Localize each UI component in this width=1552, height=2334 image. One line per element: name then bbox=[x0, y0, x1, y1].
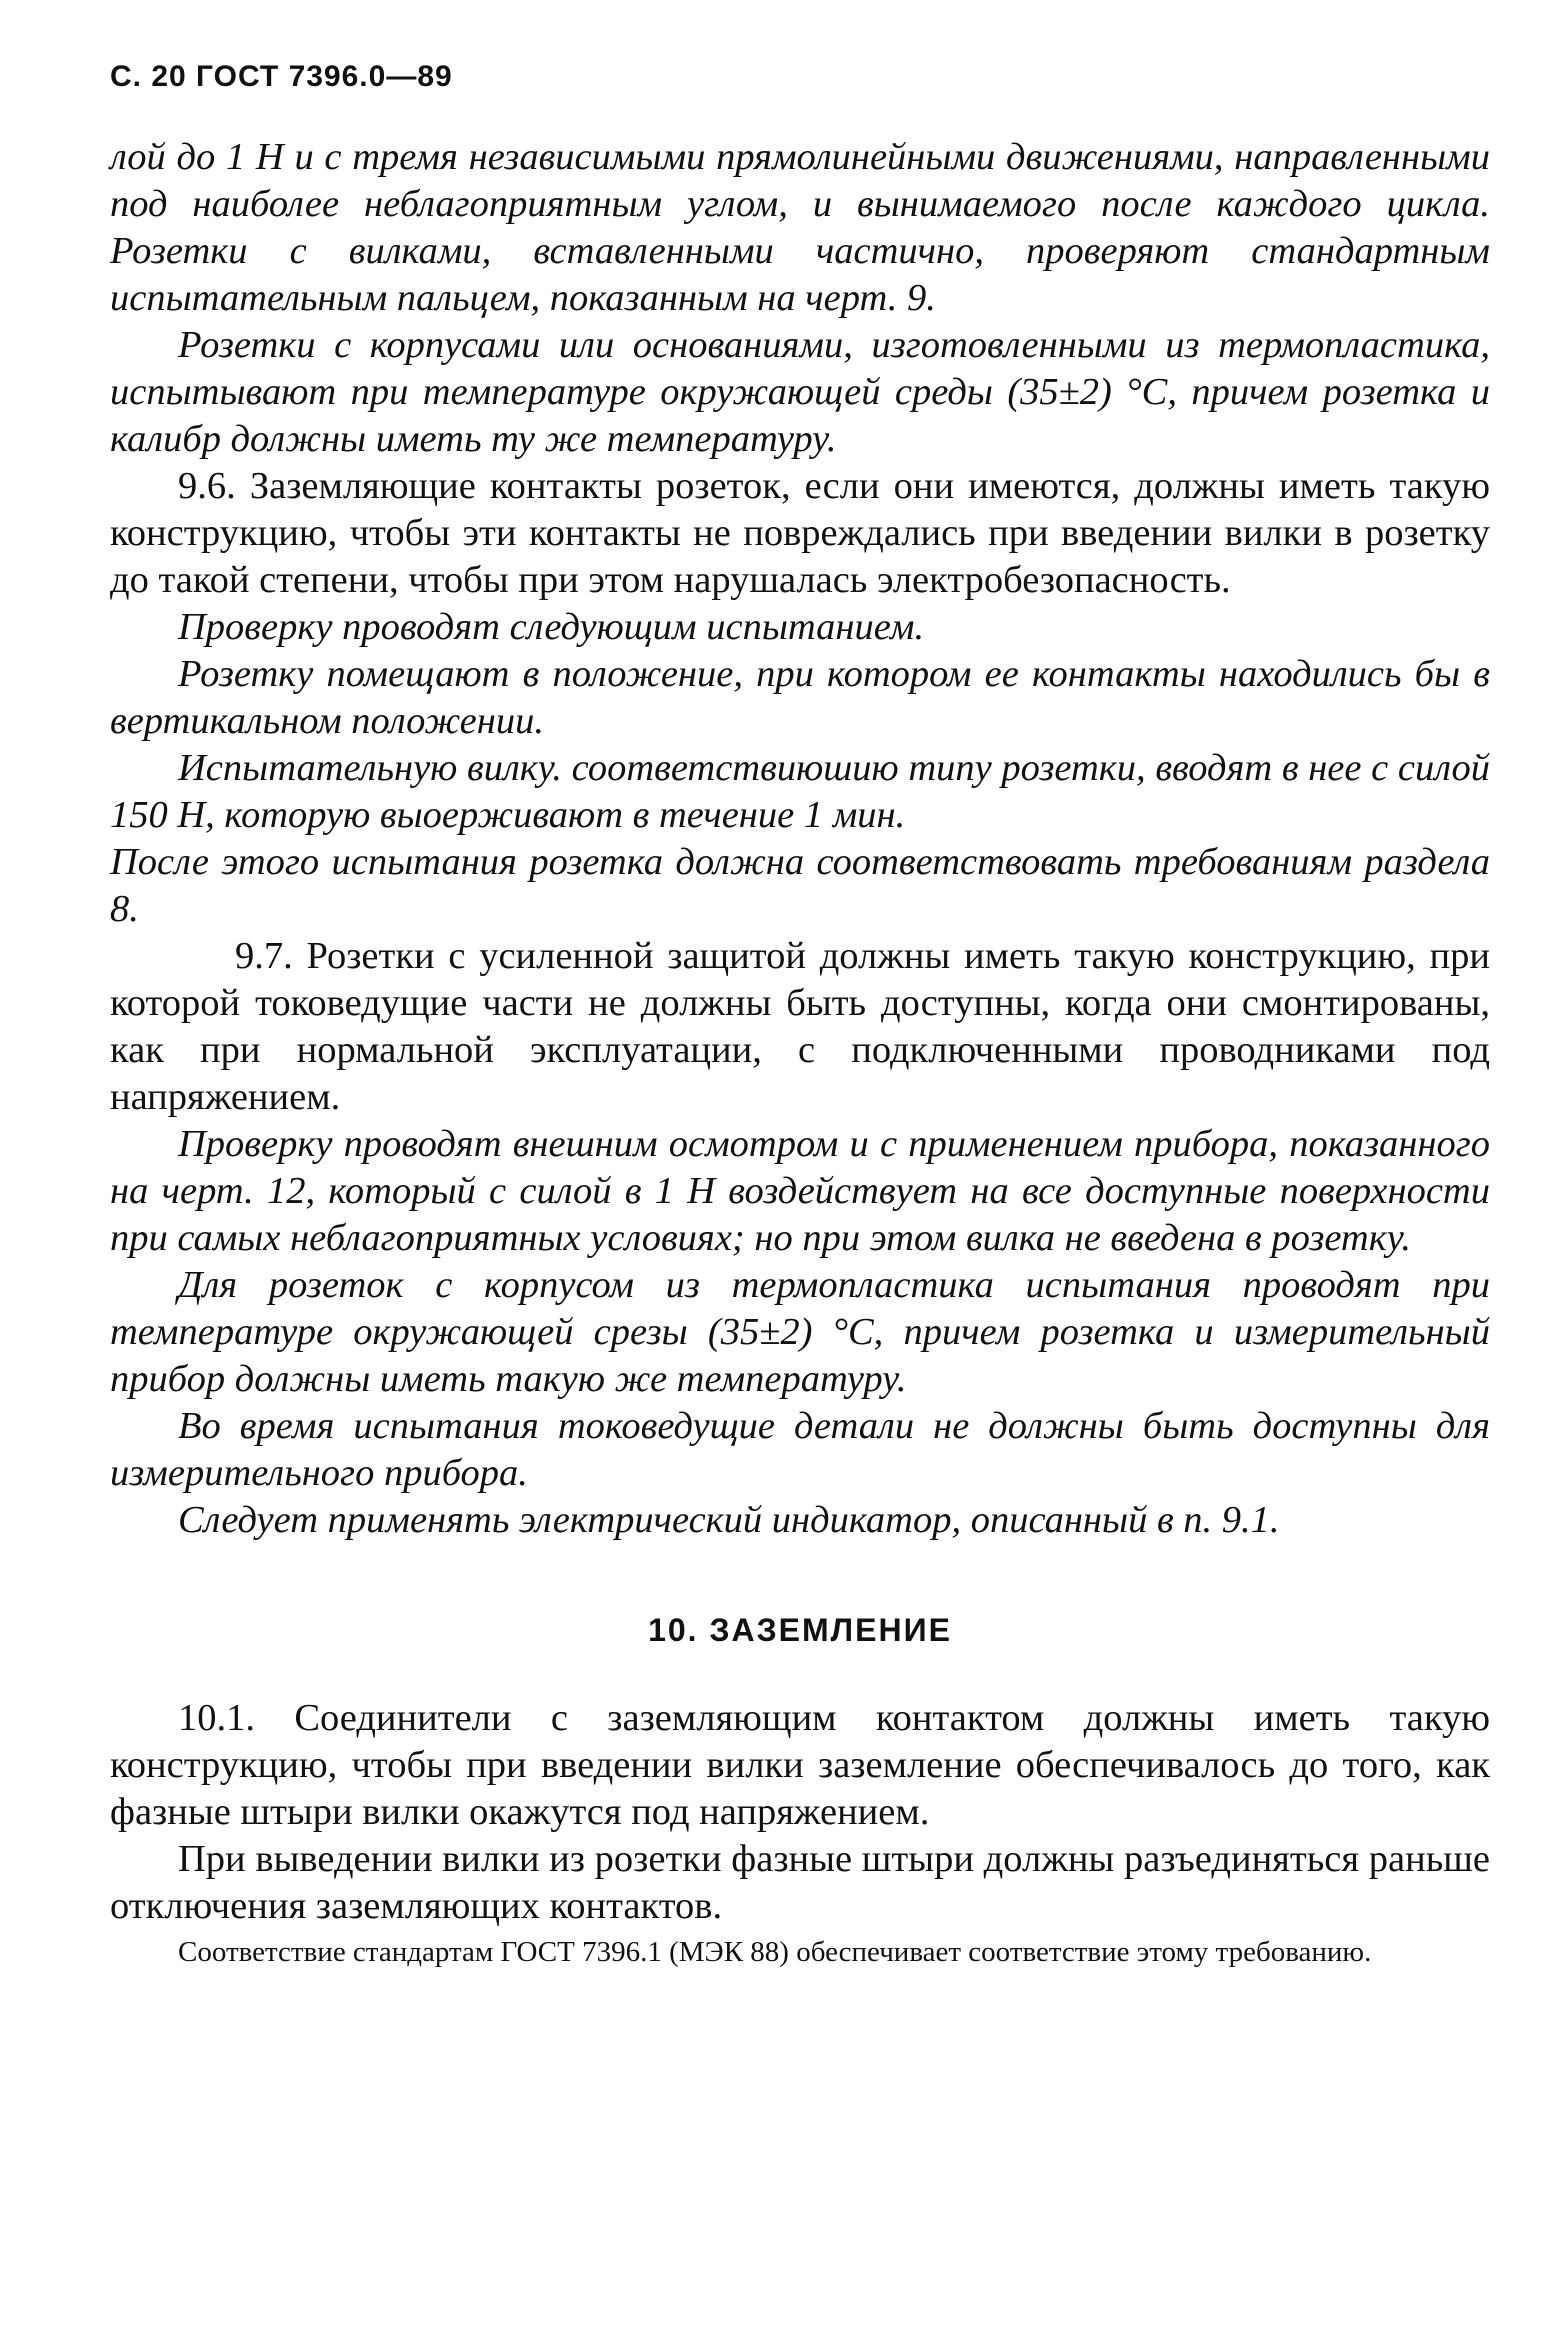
page-header: С. 20 ГОСТ 7396.0—89 bbox=[110, 60, 453, 93]
paragraph: После этого испытания розетка должна соответствовать требованиям раздела 8. bbox=[110, 841, 1490, 930]
paragraph: 10.1. Соединители с заземляющим контактом должны иметь такую конструкцию, чтобы при введении вилки заземление обеспечивалось до того, как фазные штыри вилки окажутся под напряжением. bbox=[110, 1697, 1490, 1833]
paragraph: Проверку проводят внешним осмотром и с применением прибора, показанного на черт. 12, который с силой в 1 Н воздействует на все доступные поверхности при самых неблагоприятных условиях; но при этом вилка не введена в розетку. bbox=[110, 1123, 1490, 1259]
paragraph: 9.7. Розетки с усиленной защитой должны иметь такую конструкцию, при которой токоведущие части не должны быть доступны, когда они смонтированы, как при нормальной эксплуатации, с подключенными проводниками под напряжением. bbox=[110, 935, 1490, 1118]
paragraph: Розетку помещают в положение, при котором ее контакты находились бы в вертикальном положении. bbox=[110, 653, 1490, 742]
paragraph: При выведении вилки из розетки фазные штыри должны разъединяться раньше отключения заземляющих контактов. bbox=[110, 1838, 1490, 1927]
document-page bbox=[110, 60, 1490, 1971]
section-title: 10. ЗАЗЕМЛЕНИЕ bbox=[648, 1612, 952, 1648]
paragraph: Следует применять электрический индикатор, описанный в п. 9.1. bbox=[178, 1499, 1280, 1541]
paragraph: Испытательную вилку. соответствиюшию типу розетки, вводят в нее с силой 150 Н, которую выоерживают в течение 1 мин. bbox=[110, 747, 1490, 836]
paragraph: Для розеток с корпусом из термопластика испытания проводят при температуре окружающей срезы (35±2) °С, причем розетка и измерительный прибор должны иметь такую же температуру. bbox=[110, 1264, 1490, 1400]
paragraph: Розетки с корпусами или основаниями, изготовленными из термопластика, испытывают при температуре окружающей среды (35±2) °С, причем розетка и калибр должны иметь ту же температуру. bbox=[110, 324, 1490, 460]
paragraph: 9.6. Заземляющие контакты розеток, если они имеются, должны иметь такую конструкцию, чтобы эти контакты не повреждались при введении вилки в розетку до такой степени, чтобы при этом нарушалась электробезопасность. bbox=[110, 465, 1490, 601]
paragraph: Проверку проводят следующим испытанием. bbox=[178, 606, 925, 648]
paragraph: лой до 1 Н и с тремя независимыми прямолинейными движениями, направленными под наиболее неблагоприятным углом, и вынимаемого после каждого цикла. Розетки с вилками, вставленными частично, проверяют стандартным испытательным пальцем, показанным на черт. 9. bbox=[110, 136, 1490, 319]
note-paragraph: Соответствие стандартам ГОСТ 7396.1 (МЭК 88) обеспечивает соответствие этому требованию. bbox=[178, 1936, 1372, 1968]
paragraph: Во время испытания токоведущие детали не должны быть доступны для измерительного прибора. bbox=[110, 1405, 1490, 1494]
